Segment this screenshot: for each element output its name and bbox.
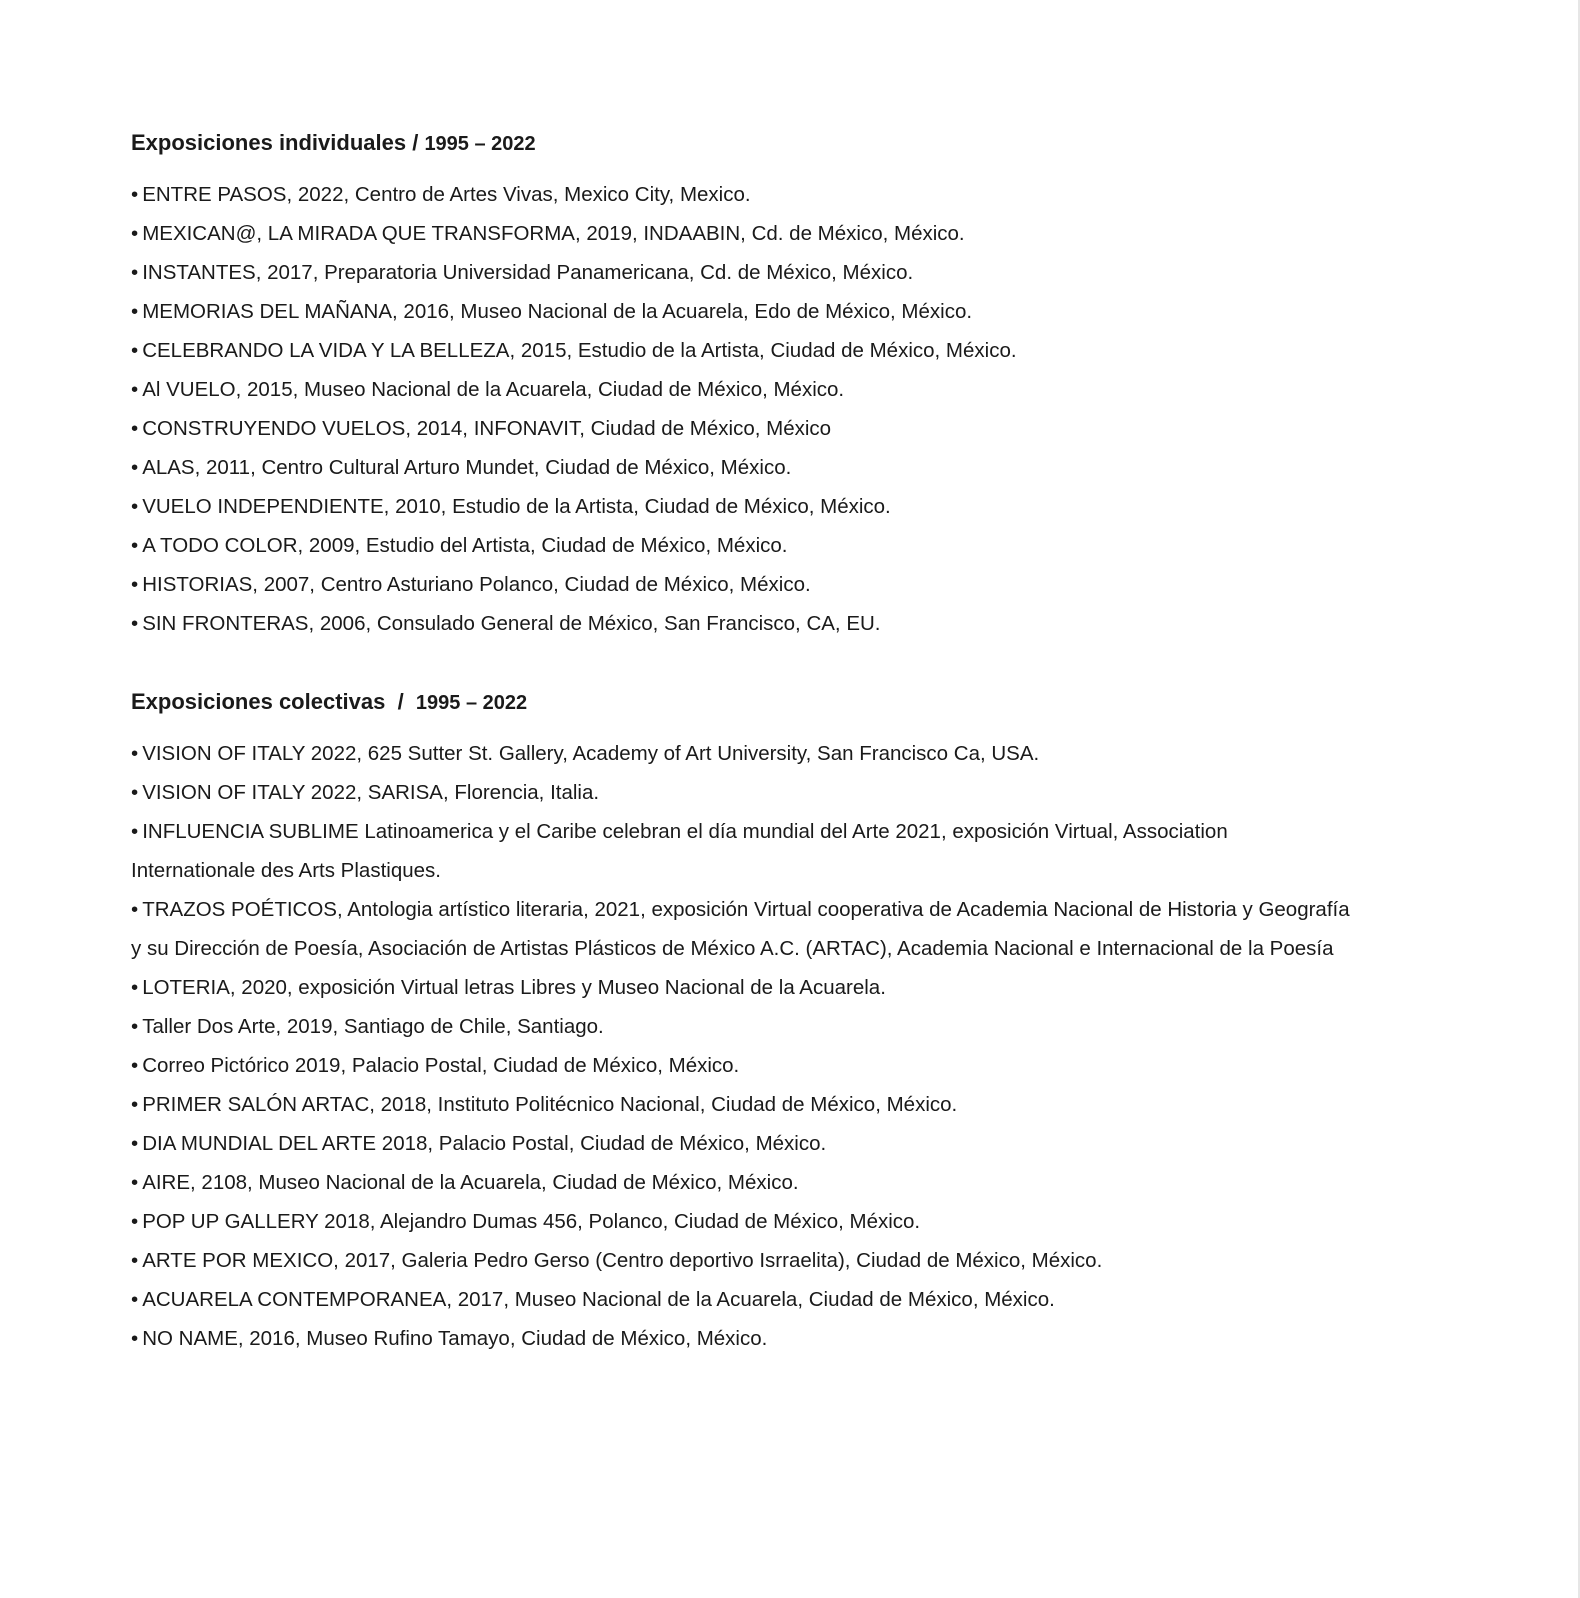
list-item-text: Taller Dos Arte, 2019, Santiago de Chile, Santiago. xyxy=(142,1015,604,1038)
bullet-marker: • xyxy=(131,183,139,206)
list-item xyxy=(131,1046,1351,1085)
list-item xyxy=(131,565,1351,604)
list-item-text: A TODO COLOR, 2009, Estudio del Artista, Ciudad de México, México. xyxy=(142,534,788,557)
list-item xyxy=(131,1241,1351,1280)
list-item xyxy=(131,448,1351,487)
list-item-text: VISION OF ITALY 2022, 625 Sutter St. Gallery, Academy of Art University, San Francisco Ca, USA. xyxy=(142,742,1040,765)
list-item-text: Correo Pictórico 2019, Palacio Postal, Ciudad de México, México. xyxy=(142,1054,740,1077)
bullet-marker: • xyxy=(131,1093,139,1116)
bullet-marker: • xyxy=(131,495,139,518)
list-item xyxy=(131,734,1351,773)
list-item xyxy=(131,1280,1351,1319)
bullet-marker: • xyxy=(131,1015,139,1038)
list-item xyxy=(131,1124,1351,1163)
list-item-text: VISION OF ITALY 2022, SARISA, Florencia, Italia. xyxy=(142,781,600,804)
bullet-marker: • xyxy=(131,1249,139,1272)
bullet-marker: • xyxy=(131,1171,139,1194)
list-item-text: CONSTRUYENDO VUELOS, 2014, INFONAVIT, Ciudad de México, México xyxy=(142,417,832,440)
heading-range: 1995 – 2022 xyxy=(424,133,536,155)
bullet-marker: • xyxy=(131,378,139,401)
list-item-text: CELEBRANDO LA VIDA Y LA BELLEZA, 2015, Estudio de la Artista, Ciudad de México, México. xyxy=(142,339,1017,362)
bullet-marker: • xyxy=(131,898,139,921)
bullet-marker: • xyxy=(131,742,139,765)
bullet-marker: • xyxy=(131,573,139,596)
list-item xyxy=(131,331,1351,370)
collective-exhibitions-list xyxy=(131,734,1351,1358)
list-item-text: ARTE POR MEXICO, 2017, Galeria Pedro Gerso (Centro deportivo Isrraelita), Ciudad de México, México. xyxy=(142,1249,1103,1272)
bullet-marker: • xyxy=(131,1210,139,1233)
list-item-text: DIA MUNDIAL DEL ARTE 2018, Palacio Postal, Ciudad de México, México. xyxy=(142,1132,827,1155)
heading-range: 1995 – 2022 xyxy=(415,692,528,714)
list-item-text: MEMORIAS DEL MAÑANA, 2016, Museo Nacional de la Acuarela, Edo de México, México. xyxy=(142,300,973,323)
collective-exhibitions-section xyxy=(131,688,1351,1358)
list-item-text: Al VUELO, 2015, Museo Nacional de la Acuarela, Ciudad de México, México. xyxy=(142,378,845,401)
list-item xyxy=(131,968,1351,1007)
bullet-marker: • xyxy=(131,534,139,557)
bullet-marker: • xyxy=(131,339,139,362)
bullet-marker: • xyxy=(131,300,139,323)
list-item xyxy=(131,175,1351,214)
bullet-marker: • xyxy=(131,976,139,999)
individual-exhibitions-section xyxy=(131,129,1351,643)
bullet-marker: • xyxy=(131,820,139,843)
list-item-text: HISTORIAS, 2007, Centro Asturiano Polanco, Ciudad de México, México. xyxy=(142,573,811,596)
list-item xyxy=(131,1085,1351,1124)
list-item-text: SIN FRONTERAS, 2006, Consulado General de México, San Francisco, CA, EU. xyxy=(142,612,881,635)
list-item xyxy=(131,604,1351,643)
list-item xyxy=(131,526,1351,565)
list-item-text: MEXICAN@, LA MIRADA QUE TRANSFORMA, 2019, INDAABIN, Cd. de México, México. xyxy=(142,222,965,245)
individual-exhibitions-list xyxy=(131,175,1351,643)
list-item xyxy=(131,1319,1351,1358)
list-item-text: POP UP GALLERY 2018, Alejandro Dumas 456, Polanco, Ciudad de México, México. xyxy=(142,1210,921,1233)
list-item xyxy=(131,487,1351,526)
list-item xyxy=(131,812,1351,890)
heading-title: Exposiciones individuales / xyxy=(131,130,425,155)
heading-title: Exposiciones colectivas / xyxy=(131,689,416,714)
list-item xyxy=(131,253,1351,292)
list-item xyxy=(131,1163,1351,1202)
bullet-marker: • xyxy=(131,456,139,479)
bullet-marker: • xyxy=(131,1288,139,1311)
bullet-marker: • xyxy=(131,222,139,245)
list-item-text: NO NAME, 2016, Museo Rufino Tamayo, Ciudad de México, México. xyxy=(142,1327,768,1350)
list-item-text: TRAZOS POÉTICOS, Antologia artístico literaria, 2021, exposición Virtual cooperativa de Academia Nacional de Historia y Geografía y su Dirección de Poesía, Asociación de Artistas Plásticos de México A.C. (ARTAC), Academia Nacional e Internacional de la Poesía xyxy=(131,898,1350,960)
list-item-text: INSTANTES, 2017, Preparatoria Universidad Panamericana, Cd. de México, México. xyxy=(142,261,914,284)
list-item xyxy=(131,292,1351,331)
collective-exhibitions-heading xyxy=(131,688,1351,717)
list-item xyxy=(131,409,1351,448)
list-item xyxy=(131,890,1351,968)
list-item-text: ENTRE PASOS, 2022, Centro de Artes Vivas, Mexico City, Mexico. xyxy=(142,183,751,206)
list-item-text: ACUARELA CONTEMPORANEA, 2017, Museo Nacional de la Acuarela, Ciudad de México, México. xyxy=(142,1288,1055,1311)
list-item xyxy=(131,214,1351,253)
bullet-marker: • xyxy=(131,612,139,635)
list-item xyxy=(131,370,1351,409)
list-item-text: INFLUENCIA SUBLIME Latinoamerica y el Caribe celebran el día mundial del Arte 2021, exposición Virtual, Association Internationale des Arts Plastiques. xyxy=(131,820,1228,882)
bullet-marker: • xyxy=(131,781,139,804)
list-item xyxy=(131,773,1351,812)
bullet-marker: • xyxy=(131,417,139,440)
list-item xyxy=(131,1007,1351,1046)
bullet-marker: • xyxy=(131,1054,139,1077)
list-item xyxy=(131,1202,1351,1241)
list-item-text: PRIMER SALÓN ARTAC, 2018, Instituto Politécnico Nacional, Ciudad de México, México. xyxy=(142,1093,958,1116)
list-item-text: ALAS, 2011, Centro Cultural Arturo Mundet, Ciudad de México, México. xyxy=(142,456,792,479)
bullet-marker: • xyxy=(131,261,139,284)
list-item-text: LOTERIA, 2020, exposición Virtual letras Libres y Museo Nacional de la Acuarela. xyxy=(142,976,886,999)
bullet-marker: • xyxy=(131,1132,139,1155)
list-item-text: VUELO INDEPENDIENTE, 2010, Estudio de la Artista, Ciudad de México, México. xyxy=(142,495,891,518)
individual-exhibitions-heading xyxy=(131,129,1351,158)
list-item-text: AIRE, 2108, Museo Nacional de la Acuarela, Ciudad de México, México. xyxy=(142,1171,799,1194)
bullet-marker: • xyxy=(131,1327,139,1350)
